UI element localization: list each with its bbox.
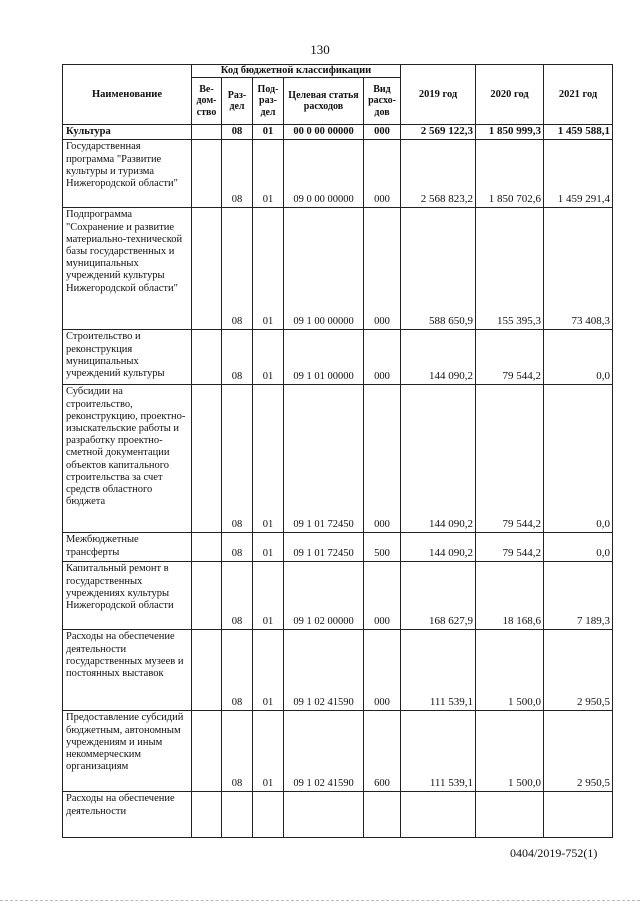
header-2019: 2019 год [401, 65, 476, 125]
table-row [63, 385, 613, 533]
table-row [63, 792, 613, 838]
row-podrazdel: 01 [253, 330, 284, 385]
row-2021: 0,0 [544, 385, 613, 533]
row-target [284, 792, 364, 838]
row-2020: 79 544,2 [476, 533, 544, 562]
table-row [63, 208, 613, 330]
row-2020: 1 500,0 [476, 711, 544, 792]
row-2019: 144 090,2 [401, 533, 476, 562]
row-ved [192, 562, 222, 630]
row-2019: 111 539,1 [401, 711, 476, 792]
row-vid: 000 [364, 630, 401, 711]
row-2021: 2 950,5 [544, 711, 613, 792]
row-podrazdel: 01 [253, 140, 284, 208]
row-2020: 1 850 702,6 [476, 140, 544, 208]
row-2020: 79 544,2 [476, 330, 544, 385]
row-2020: 1 850 999,3 [476, 125, 544, 140]
row-ved [192, 125, 222, 140]
row-2021: 7 189,3 [544, 562, 613, 630]
row-razdel: 08 [222, 385, 253, 533]
row-2021: 0,0 [544, 533, 613, 562]
row-2021: 0,0 [544, 330, 613, 385]
row-name: Межбюджетные трансферты [63, 533, 192, 562]
row-podrazdel: 01 [253, 208, 284, 330]
row-podrazdel: 01 [253, 630, 284, 711]
row-2019: 588 650,9 [401, 208, 476, 330]
row-razdel: 08 [222, 330, 253, 385]
row-2021: 1 459 291,4 [544, 140, 613, 208]
row-2019: 2 569 122,3 [401, 125, 476, 140]
row-podrazdel: 01 [253, 125, 284, 140]
row-2019: 168 627,9 [401, 562, 476, 630]
header-vedomstvo: Ве-дом-ство [192, 78, 222, 125]
row-2021: 73 408,3 [544, 208, 613, 330]
table-row [63, 125, 613, 140]
table-row [63, 140, 613, 208]
row-vid: 000 [364, 140, 401, 208]
row-target: 09 0 00 00000 [284, 140, 364, 208]
row-name: Расходы на обеспечение деятельности [63, 792, 192, 838]
row-podrazdel: 01 [253, 711, 284, 792]
row-target: 09 1 01 72450 [284, 385, 364, 533]
row-razdel: 08 [222, 630, 253, 711]
row-name: Государственная программа "Развитие культуры и туризма Нижегородской области" [63, 140, 192, 208]
table-row [63, 630, 613, 711]
row-2021: 2 950,5 [544, 630, 613, 711]
header-vid: Вид расхо-дов [364, 78, 401, 125]
budget-table [62, 64, 613, 838]
row-razdel: 08 [222, 711, 253, 792]
row-target: 09 1 02 41590 [284, 711, 364, 792]
row-vid: 000 [364, 125, 401, 140]
header-2020: 2020 год [476, 65, 544, 125]
header-name: Наименование [63, 65, 192, 125]
table-row [63, 330, 613, 385]
row-target: 09 1 02 00000 [284, 562, 364, 630]
row-vid: 000 [364, 330, 401, 385]
row-2020 [476, 792, 544, 838]
row-2019: 144 090,2 [401, 385, 476, 533]
row-ved [192, 330, 222, 385]
row-2019: 111 539,1 [401, 630, 476, 711]
row-vid: 000 [364, 208, 401, 330]
row-2019: 144 090,2 [401, 330, 476, 385]
row-podrazdel: 01 [253, 385, 284, 533]
header-row-1 [63, 65, 613, 78]
row-name: Капитальный ремонт в государственных учреждениях культуры Нижегородской области [63, 562, 192, 630]
row-podrazdel: 01 [253, 533, 284, 562]
row-razdel: 08 [222, 562, 253, 630]
row-2021: 1 459 588,1 [544, 125, 613, 140]
row-name: Субсидии на строительство, реконструкцию, проектно-изыскательские работы и разработку проектно-сметной документации объектов капитального строительства за счет средств областного бюджета [63, 385, 192, 533]
row-vid: 000 [364, 562, 401, 630]
row-ved [192, 208, 222, 330]
table-row [63, 562, 613, 630]
header-target: Целевая статья расходов [284, 78, 364, 125]
header-podrazdel: Под-раз-дел [253, 78, 284, 125]
scan-edge-line [0, 900, 640, 901]
row-ved [192, 385, 222, 533]
row-name: Строительство и реконструкция муниципальных учреждений культуры [63, 330, 192, 385]
row-target: 09 1 00 00000 [284, 208, 364, 330]
table-row [63, 711, 613, 792]
row-vid: 600 [364, 711, 401, 792]
row-podrazdel [253, 792, 284, 838]
row-2019 [401, 792, 476, 838]
row-ved [192, 711, 222, 792]
row-name: Расходы на обеспечение деятельности государственных музеев и постоянных выставок [63, 630, 192, 711]
page-number: 130 [310, 42, 330, 57]
row-ved [192, 792, 222, 838]
row-razdel [222, 792, 253, 838]
header-code-group: Код бюджетной классификации [192, 65, 401, 78]
row-target: 09 1 01 00000 [284, 330, 364, 385]
row-ved [192, 533, 222, 562]
row-ved [192, 630, 222, 711]
row-razdel: 08 [222, 125, 253, 140]
row-2020: 18 168,6 [476, 562, 544, 630]
header-2021: 2021 год [544, 65, 613, 125]
row-vid [364, 792, 401, 838]
row-vid: 000 [364, 385, 401, 533]
row-podrazdel: 01 [253, 562, 284, 630]
row-2020: 1 500,0 [476, 630, 544, 711]
row-2020: 155 395,3 [476, 208, 544, 330]
row-razdel: 08 [222, 140, 253, 208]
row-razdel: 08 [222, 533, 253, 562]
row-2021 [544, 792, 613, 838]
row-2019: 2 568 823,2 [401, 140, 476, 208]
row-razdel: 08 [222, 208, 253, 330]
row-target: 09 1 01 72450 [284, 533, 364, 562]
row-vid: 500 [364, 533, 401, 562]
row-name: Подпрограмма "Сохранение и развитие материально-технической базы государственных и муниципальных учреждений культуры Нижегородской области" [63, 208, 192, 330]
row-name: Предоставление субсидий бюджетным, автономным учреждениям и иным некоммерческим организациям [63, 711, 192, 792]
row-name: Культура [63, 125, 192, 140]
row-target: 09 1 02 41590 [284, 630, 364, 711]
header-razdel: Раз-дел [222, 78, 253, 125]
row-target: 00 0 00 00000 [284, 125, 364, 140]
row-2020: 79 544,2 [476, 385, 544, 533]
row-ved [192, 140, 222, 208]
document-code: 0404/2019-752(1) [510, 846, 598, 860]
table-row [63, 533, 613, 562]
